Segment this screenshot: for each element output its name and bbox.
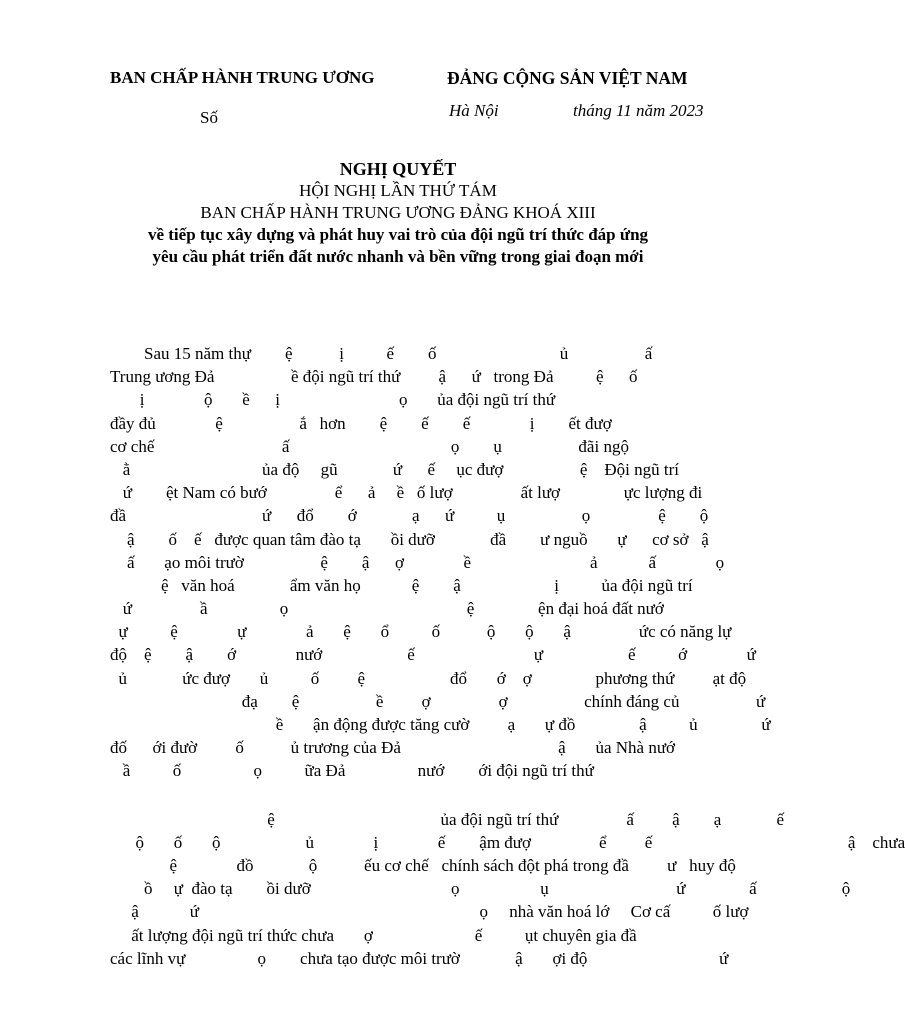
text-line: Trung ương Đả ề đội ngũ trí thứ ậ ứ trong Đả ệ ố bbox=[110, 367, 638, 387]
document-body bbox=[110, 342, 905, 970]
paragraph-1 bbox=[110, 342, 771, 783]
text-line: ậ ố ế được quan tâm đào tạ ồi dưỡ đầ ư nguồ ự cơ sở ậ bbox=[110, 529, 709, 549]
paragraph-2 bbox=[110, 808, 905, 970]
text-line: ộ ố ộ ủ ị ế ậm đượ ể ế ậ chưa bbox=[110, 832, 905, 852]
text-line: ứ ệt Nam có bướ ể ả ề ố lượ ất lượ ực lượng đi bbox=[110, 483, 703, 503]
text-line: ất lượng đội ngũ trí thức chưa ợ ế ụt chuyên gia đầ bbox=[110, 925, 637, 945]
subject-line-2: yêu cầu phát triển đất nước nhanh và bền vững trong giai đoạn mới bbox=[152, 247, 644, 266]
text-line: ệ văn hoá ẩm văn họ ệ ậ ị ủa đội ngũ trí bbox=[110, 575, 693, 595]
issue-date: tháng 11 năm 2023 bbox=[573, 101, 704, 120]
document-number-label: Số bbox=[200, 108, 218, 127]
conference-line: HỘI NGHỊ LẦN THỨ TÁM bbox=[299, 181, 497, 200]
text-line: các lĩnh vự ọ chưa tạo được môi trườ ậ ợi độ ứ bbox=[110, 948, 729, 968]
issue-place: Hà Nội bbox=[449, 101, 499, 120]
text-line: độ ệ ậ ớ nướ ế ự ế ớ ứ bbox=[110, 645, 756, 665]
text-line: ứ ầ ọ ệ ện đại hoá đất nướ bbox=[110, 599, 664, 619]
text-line: đầy đủ ệ ắ hơn ệ ế ế ị ết đượ bbox=[110, 413, 612, 433]
document-title: NGHỊ QUYẾT bbox=[339, 159, 457, 179]
text-line: ệ ủa đội ngũ trí thứ ấ ậ ạ ế bbox=[110, 809, 785, 829]
committee-line: BAN CHẤP HÀNH TRUNG ƯƠNG ĐẢNG KHOÁ XIII bbox=[200, 203, 596, 222]
text-line: ủ ức đượ ủ ố ệ đổ ớ ợ phương thứ ạt độ bbox=[110, 668, 747, 688]
text-line: ệ đồ ộ ếu cơ chế chính sách đột phá trong đầ ư huy độ bbox=[110, 855, 736, 875]
text-line: đầ ứ đổ ớ ạ ứ ụ ọ ệ ộ bbox=[110, 506, 709, 526]
text-line: ấ ạo môi trườ ệ ậ ợ ề ả ấ ọ bbox=[110, 552, 725, 572]
party-name: ĐẢNG CỘNG SẢN VIỆT NAM bbox=[447, 68, 688, 88]
text-line: ự ệ ự ả ệ ổ ố ộ ộ ậ ức có năng lự bbox=[110, 622, 732, 642]
text-line: đạ ệ ề ợ ợ chính đáng củ ứ bbox=[110, 691, 766, 711]
document-title-block bbox=[0, 158, 796, 268]
text-line: ồ ự đào tạ ồi dưỡ ọ ụ ứ ấ ộ bbox=[110, 879, 851, 899]
text-line: ậ ứ ọ nhà văn hoá lớ Cơ cấ ố lượ bbox=[110, 902, 749, 922]
subject-line-1: về tiếp tục xây dựng và phát huy vai trò của đội ngũ trí thức đáp ứng bbox=[147, 225, 649, 244]
text-line: ề ận động được tăng cườ ạ ự đồ ậ ủ ứ bbox=[110, 715, 771, 734]
issuing-organization: BAN CHẤP HÀNH TRUNG ƯƠNG bbox=[110, 68, 375, 87]
paragraph-spacer bbox=[110, 783, 710, 808]
text-line: Sau 15 năm thự ệ ị ế ố ủ ấ bbox=[110, 344, 653, 363]
text-line: đố ới đườ ố ủ trương của Đả ậ ủa Nhà nướ bbox=[110, 738, 676, 758]
text-line: cơ chế ấ ọ ụ đãi ngộ bbox=[110, 436, 629, 456]
text-line: ằ ủa độ gũ ứ ế ục đượ ệ Đội ngũ trí bbox=[110, 459, 680, 479]
text-line: ầ ố ọ ữa Đả nướ ới đội ngũ trí thứ bbox=[110, 761, 594, 781]
text-line: ị ộ ề ị ọ ủa đội ngũ trí thứ bbox=[110, 390, 556, 410]
